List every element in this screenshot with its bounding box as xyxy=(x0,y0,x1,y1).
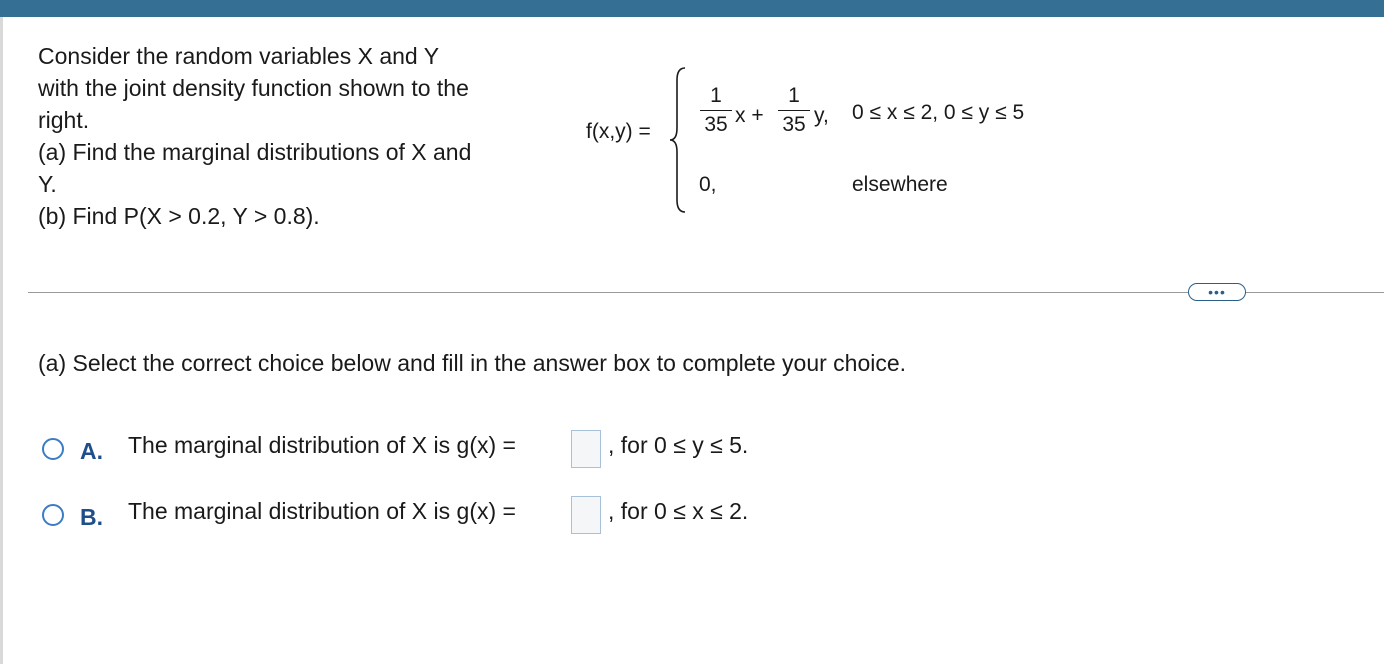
choice-text: The marginal distribution of X is g(x) = xyxy=(128,498,516,524)
question-line: right. xyxy=(38,107,90,133)
question-line: with the joint density function shown to the xyxy=(38,75,469,101)
choice-text: The marginal distribution of X is g(x) = xyxy=(128,432,516,458)
question-line: Consider the random variables X and Y xyxy=(38,43,440,69)
domain-condition: 0 ≤ x ≤ 2, 0 ≤ y ≤ 5 xyxy=(852,101,1025,124)
fraction-one-over-35 xyxy=(699,84,733,139)
radio-button[interactable] xyxy=(42,438,64,460)
question-line: (b) Find P(X > 0.2, Y > 0.8). xyxy=(38,203,320,229)
fraction-one-over-35 xyxy=(777,84,811,139)
left-border xyxy=(0,17,3,664)
fraction-denominator: 35 xyxy=(704,113,728,136)
case-elsewhere: elsewhere xyxy=(852,173,948,196)
part-a-instruction: (a) Select the correct choice below and fill in the answer box to complete your choice. xyxy=(38,350,907,376)
section-divider xyxy=(28,292,1384,293)
answer-input-box[interactable] xyxy=(571,496,601,534)
case-zero-value: 0, xyxy=(699,173,717,196)
piecewise-brace xyxy=(668,66,688,214)
top-header-bar xyxy=(0,0,1384,17)
term-y: y, xyxy=(814,104,829,127)
question-prompt xyxy=(38,40,548,232)
choice-letter: B. xyxy=(80,504,103,530)
radio-button[interactable] xyxy=(42,504,64,526)
fraction-numerator: 1 xyxy=(788,84,800,107)
fraction-numerator: 1 xyxy=(710,84,722,107)
question-line: Y. xyxy=(38,171,57,197)
term-x: x + xyxy=(735,104,764,127)
density-label: f(x,y) = xyxy=(586,120,651,143)
answer-input-box[interactable] xyxy=(571,430,601,468)
more-options-button[interactable]: ••• xyxy=(1188,283,1246,301)
choice-domain: , for 0 ≤ y ≤ 5. xyxy=(608,432,749,458)
question-line: (a) Find the marginal distributions of X and xyxy=(38,139,472,165)
choice-letter: A. xyxy=(80,438,103,464)
fraction-denominator: 35 xyxy=(782,113,806,136)
choice-domain: , for 0 ≤ x ≤ 2. xyxy=(608,498,749,524)
